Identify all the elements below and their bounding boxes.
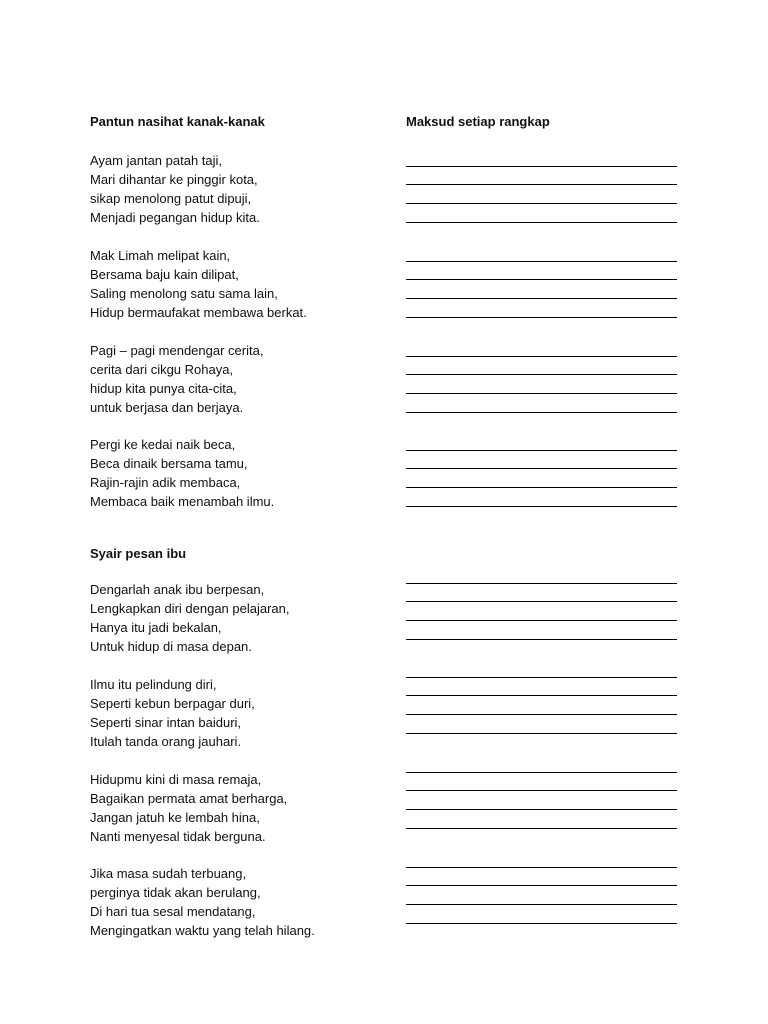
poem-line: hidup kita punya cita-cita, [90, 381, 237, 396]
poem-line: Di hari tua sesal mendatang, [90, 904, 256, 919]
answer-line[interactable] [406, 488, 677, 507]
poem-line: Nanti menyesal tidak berguna. [90, 829, 266, 844]
poem-line: Bersama baju kain dilipat, [90, 267, 239, 282]
answer-line[interactable] [406, 280, 677, 299]
answer-group-pantun-4 [406, 432, 677, 507]
answer-line[interactable] [406, 357, 677, 376]
poem-line: Jangan jatuh ke lembah hina, [90, 810, 260, 825]
poem-line: Untuk hidup di masa depan. [90, 639, 252, 654]
answer-line[interactable] [406, 868, 677, 887]
answer-line[interactable] [406, 791, 677, 810]
answer-line[interactable] [406, 167, 677, 186]
poem-line: Mari dihantar ke pinggir kota, [90, 172, 258, 187]
poem-line: Lengkapkan diri dengan pelajaran, [90, 601, 290, 616]
answer-line[interactable] [406, 773, 677, 792]
poem-line: Menjadi pegangan hidup kita. [90, 210, 260, 225]
poem-line: Membaca baik menambah ilmu. [90, 494, 275, 509]
answer-group-syair-1 [406, 565, 677, 640]
answer-group-syair-2 [406, 659, 677, 734]
answer-line[interactable] [406, 754, 677, 773]
answer-group-pantun-3 [406, 338, 677, 413]
answer-line[interactable] [406, 886, 677, 905]
poem-line: Seperti sinar intan baiduri, [90, 715, 242, 730]
answer-line[interactable] [406, 678, 677, 697]
poem-line: Hanya itu jadi bekalan, [90, 620, 222, 635]
pantun-stanza-3 [90, 341, 263, 417]
poem-line: Dengarlah anak ibu berpesan, [90, 582, 265, 597]
pantun-title: Pantun nasihat kanak-kanak [90, 114, 265, 129]
poem-line: Mak Limah melipat kain, [90, 248, 231, 263]
answer-line[interactable] [406, 375, 677, 394]
syair-stanza-4 [90, 864, 315, 940]
answer-line[interactable] [406, 338, 677, 357]
answer-line[interactable] [406, 621, 677, 640]
poem-line: Ayam jantan patah taji, [90, 153, 223, 168]
answer-line[interactable] [406, 262, 677, 281]
answer-line[interactable] [406, 602, 677, 621]
answer-line[interactable] [406, 432, 677, 451]
poem-line: sikap menolong patut dipuji, [90, 191, 252, 206]
meaning-title: Maksud setiap rangkap [406, 114, 550, 129]
answer-line[interactable] [406, 451, 677, 470]
answer-line[interactable] [406, 849, 677, 868]
poem-line: cerita dari cikgu Rohaya, [90, 362, 234, 377]
poem-line: Hidup bermaufakat membawa berkat. [90, 305, 307, 320]
poem-line: Beca dinaik bersama tamu, [90, 456, 248, 471]
answer-line[interactable] [406, 185, 677, 204]
poem-line: Hidupmu kini di masa remaja, [90, 772, 262, 787]
poem-line: Pagi – pagi mendengar cerita, [90, 343, 264, 358]
answer-line[interactable] [406, 810, 677, 829]
answer-line[interactable] [406, 715, 677, 734]
poem-line: Rajin-rajin adik membaca, [90, 475, 241, 490]
answer-line[interactable] [406, 204, 677, 223]
answer-line[interactable] [406, 659, 677, 678]
poem-line: Seperti kebun berpagar duri, [90, 696, 255, 711]
poem-line: Mengingatkan waktu yang telah hilang. [90, 923, 315, 938]
poem-line: untuk berjasa dan berjaya. [90, 400, 244, 415]
pantun-stanza-1 [90, 151, 260, 227]
pantun-stanza-4 [90, 435, 274, 511]
poem-line: Pergi ke kedai naik beca, [90, 437, 236, 452]
syair-stanza-2 [90, 675, 255, 751]
answer-group-syair-3 [406, 754, 677, 829]
answer-line[interactable] [406, 584, 677, 603]
answer-group-pantun-2 [406, 243, 677, 318]
answer-line[interactable] [406, 394, 677, 413]
poem-line: Saling menolong satu sama lain, [90, 286, 278, 301]
syair-stanza-3 [90, 770, 287, 846]
answer-line[interactable] [406, 696, 677, 715]
answer-line[interactable] [406, 565, 677, 584]
poem-line: perginya tidak akan berulang, [90, 885, 261, 900]
poem-line: Jika masa sudah terbuang, [90, 866, 247, 881]
answer-line[interactable] [406, 469, 677, 488]
poem-line: Ilmu itu pelindung diri, [90, 677, 217, 692]
answer-line[interactable] [406, 299, 677, 318]
syair-title: Syair pesan ibu [90, 546, 187, 561]
answer-group-syair-4 [406, 849, 677, 924]
syair-stanza-1 [90, 580, 290, 656]
poem-line: Itulah tanda orang jauhari. [90, 734, 242, 749]
answer-group-pantun-1 [406, 148, 677, 223]
answer-line[interactable] [406, 905, 677, 924]
answer-line[interactable] [406, 148, 677, 167]
answer-line[interactable] [406, 243, 677, 262]
poem-line: Bagaikan permata amat berharga, [90, 791, 288, 806]
pantun-stanza-2 [90, 246, 307, 322]
